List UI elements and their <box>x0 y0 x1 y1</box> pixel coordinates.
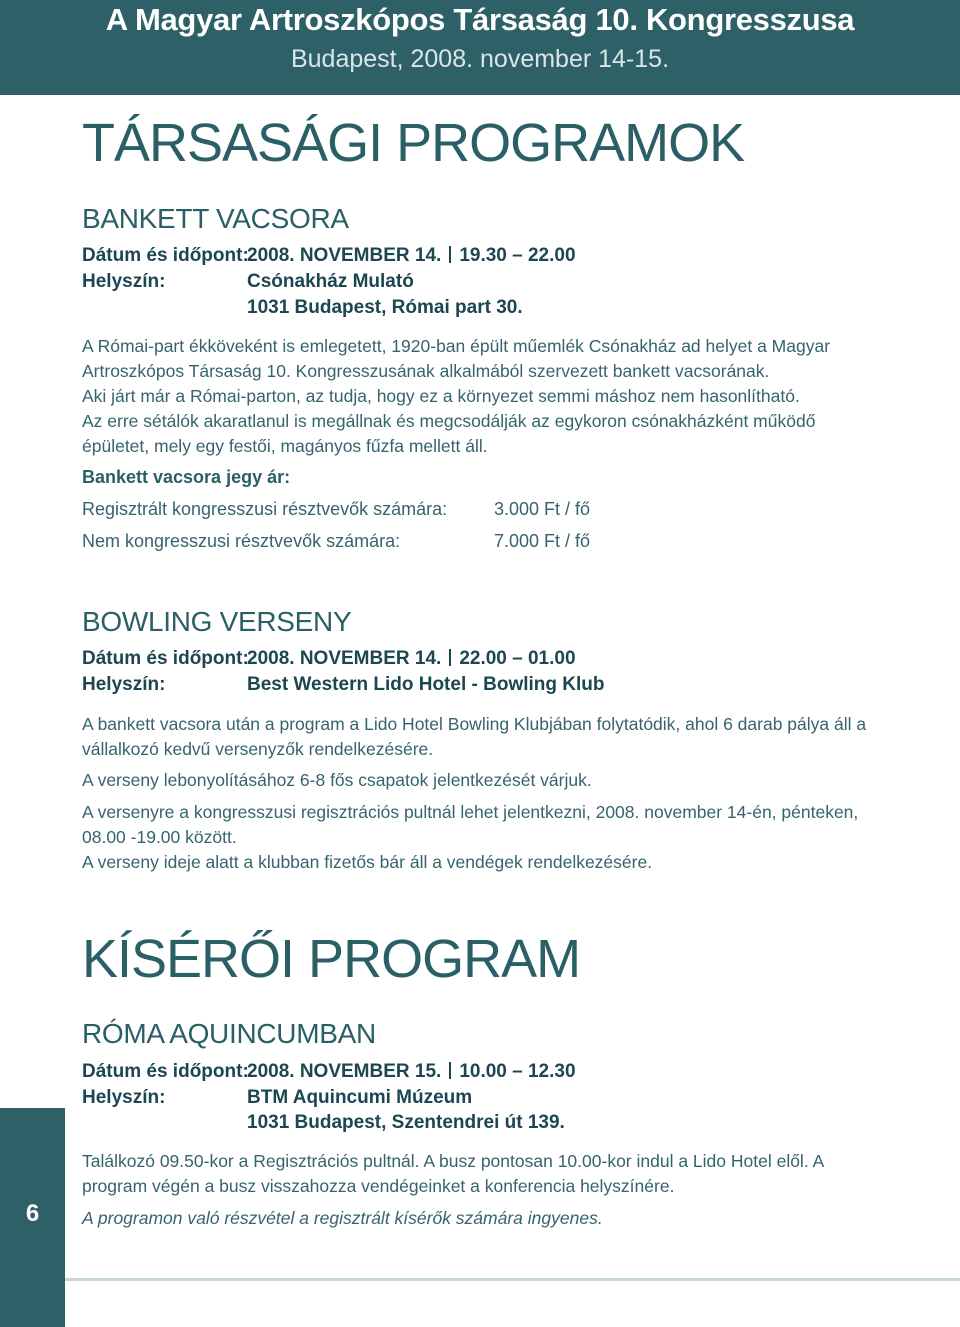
section-title-social: TÁRSASÁGI PROGRAMOK <box>82 113 745 173</box>
separator-bar <box>449 1062 451 1079</box>
banquet-paragraph-3: Az erre sétálók akaratlanul is megállnak és megcsodálják az egykoron csónakházként működő épületet, mely egy festői, magányos fűzfa mellett áll. <box>82 411 816 456</box>
banquet-date-label: Dátum és időpont: <box>82 245 249 266</box>
ticket-price-title: Bankett vacsora jegy ár: <box>82 467 291 487</box>
bowling-title: BOWLING VERSENY <box>82 606 352 637</box>
rome-place-name: BTM Aquincumi Múzeum <box>247 1087 473 1108</box>
bowling-paragraph-1: A bankett vacsora után a program a Lido Hotel Bowling Klubjában folytatódik, ahol 6 darab pálya áll a vállalkozó kedvű versenyzők rendelkezésére. <box>82 714 867 759</box>
bowling-date-label: Dátum és időpont: <box>82 648 249 669</box>
banquet-place-name: Csónakház Mulató <box>247 271 414 292</box>
section-title-companion: KÍSÉRŐI PROGRAM <box>82 929 581 989</box>
rome-date-label: Dátum és időpont: <box>82 1061 249 1082</box>
bowling-paragraph-3: A versenyre a kongresszusi regisztrációs pultnál lehet jelentkezni, 2008. november 14-én, pénteken, 08.00 -19.00 között. <box>82 802 859 847</box>
bowling-paragraph-2: A verseny lebonyolításához 6-8 fős csapatok jelentkezését várjuk. <box>82 770 592 790</box>
page-header <box>0 0 960 95</box>
rome-place-label: Helyszín: <box>82 1087 166 1108</box>
price-label-other: Nem kongresszusi résztvevők számára: <box>82 531 401 551</box>
bowling-place-label: Helyszín: <box>82 674 166 695</box>
banquet-paragraph-1: A Római-part ékköveként is emlegetett, 1920-ban épült műemlék Csónakház ad helyet a Magyar Artroszkópos Társaság 10. Kongresszusának alkalmából szervezett bankett vacsorának. <box>82 336 831 381</box>
price-value-other: 7.000 Ft / fő <box>494 531 591 551</box>
separator-bar <box>449 246 451 263</box>
banquet-place-address: 1031 Budapest, Római part 30. <box>247 297 523 318</box>
congress-title: A Magyar Artroszkópos Társaság 10. Kongresszusa <box>105 2 855 37</box>
rome-place-address: 1031 Budapest, Szentendrei út 139. <box>247 1112 565 1133</box>
banquet-place-label: Helyszín: <box>82 271 166 292</box>
separator-bar <box>449 649 451 666</box>
page-number: 6 <box>25 1200 40 1227</box>
price-value-registered: 3.000 Ft / fő <box>494 499 591 519</box>
bowling-date: 2008. NOVEMBER 14. 22.00 – 01.00 <box>247 648 576 669</box>
banquet-paragraph-2: Aki járt már a Római-parton, az tudja, hogy ez a környezet semmi máshoz nem hasonlítható. <box>82 386 800 406</box>
banquet-date: 2008. NOVEMBER 14. 19.30 – 22.00 <box>247 245 576 266</box>
rome-date: 2008. NOVEMBER 15. 10.00 – 12.30 <box>247 1061 576 1082</box>
rome-paragraph-1: Találkozó 09.50-kor a Regisztrációs pultnál. A busz pontosan 10.00-kor indul a Lido Hotel elől. A program végén a busz visszahozza vendégeinket a konferencia helyszínére. <box>82 1151 824 1196</box>
price-label-registered: Regisztrált kongresszusi résztvevők számára: <box>82 499 448 519</box>
congress-subtitle: Budapest, 2008. november 14-15. <box>290 45 670 73</box>
page-number-tab <box>0 1108 65 1327</box>
bowling-place-name: Best Western Lido Hotel - Bowling Klub <box>247 674 605 695</box>
footer-divider <box>65 1278 960 1281</box>
bowling-paragraph-4: A verseny ideje alatt a klubban fizetős bár áll a vendégek rendelkezésére. <box>82 852 653 872</box>
banquet-title: BANKETT VACSORA <box>82 203 349 234</box>
rome-title: RÓMA AQUINCUMBAN <box>82 1018 376 1049</box>
rome-paragraph-2: A programon való részvétel a regisztrált kísérők számára ingyenes. <box>82 1208 603 1228</box>
